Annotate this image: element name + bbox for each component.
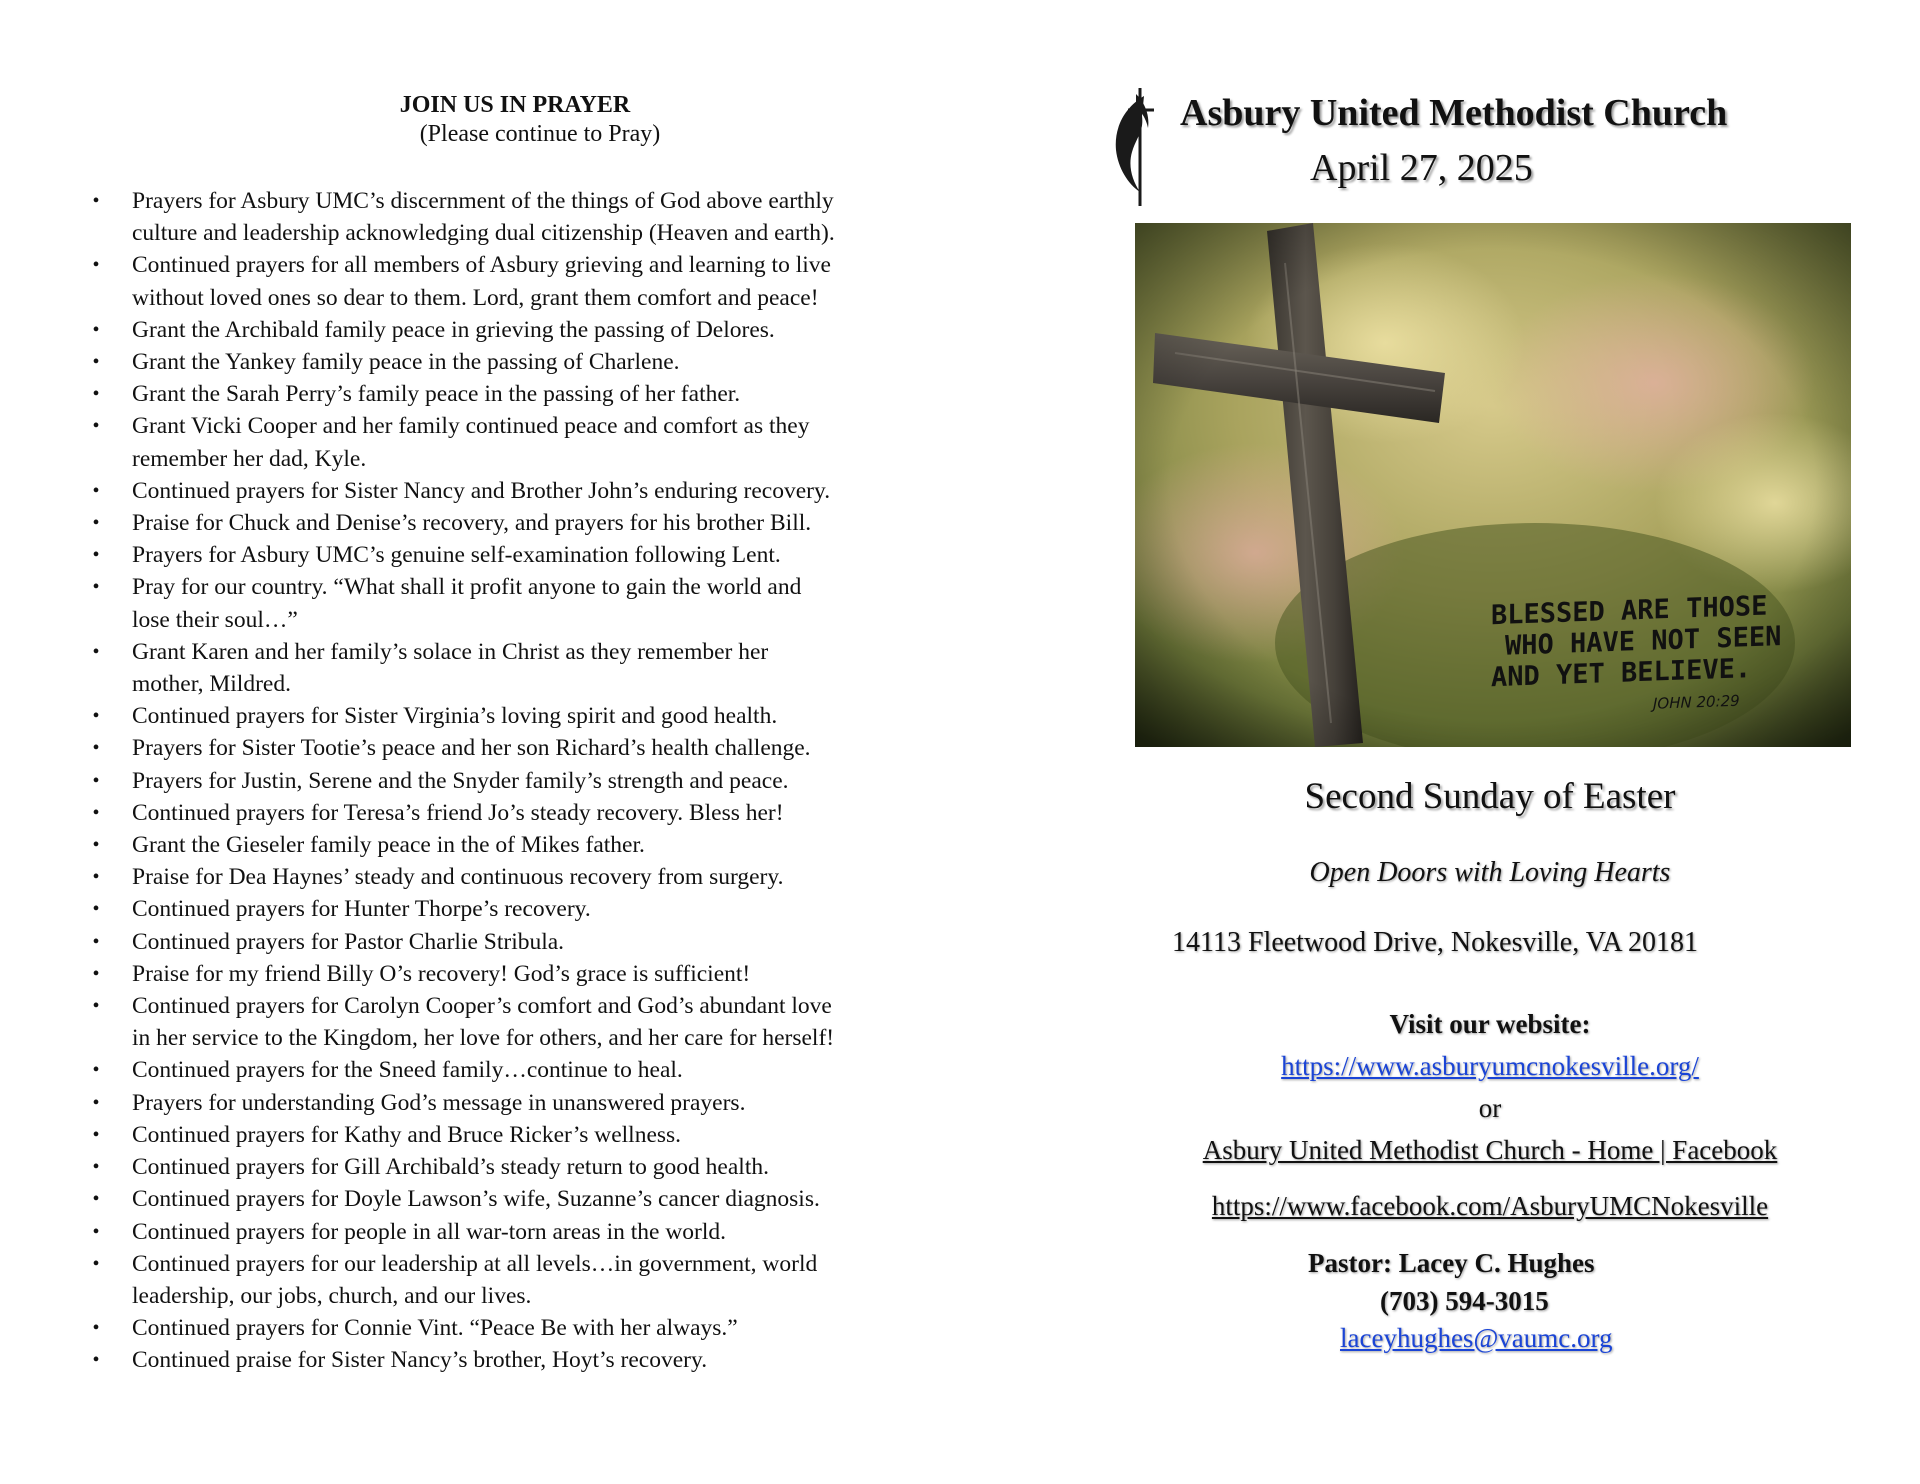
prayer-item-line: Continued prayers for Sister Virginia’s loving spirit and good health. [132, 703, 778, 730]
bullet-icon: • [92, 930, 100, 953]
prayer-item-line: Grant Vicki Cooper and her family continued peace and comfort as they [132, 413, 810, 440]
bullet-icon: • [92, 1252, 100, 1275]
prayer-item [86, 1183, 946, 1215]
photo-verse [1491, 590, 1791, 693]
prayer-item-line: Pray for our country. “What shall it profit anyone to gain the world and [132, 574, 802, 601]
website-line [1130, 1050, 1850, 1082]
prayer-item [86, 893, 946, 925]
prayer-item [86, 861, 946, 893]
prayer-item [86, 249, 946, 313]
facebook-name-link[interactable]: Asbury United Methodist Church - Home | Facebook [1202, 1135, 1778, 1165]
prayer-item-line: without loved ones so dear to them. Lord, grant them comfort and peace! [132, 284, 819, 311]
prayer-item-line: Grant the Yankey family peace in the passing of Charlene. [132, 349, 680, 376]
bullet-icon: • [92, 254, 100, 277]
bullet-icon: • [92, 834, 100, 857]
cross-photo [1135, 223, 1851, 747]
prayer-item [86, 1344, 946, 1376]
prayer-item-line: Prayers for Asbury UMC’s genuine self-examination following Lent. [132, 542, 781, 569]
email-line [1340, 1322, 1660, 1354]
prayer-item-line: mother, Mildred. [132, 671, 291, 698]
prayer-item [86, 346, 946, 378]
bullet-icon: • [92, 1059, 100, 1082]
bullet-icon: • [92, 351, 100, 374]
prayer-item-line: Continued prayers for Connie Vint. “Peace Be with her always.” [132, 1315, 738, 1342]
pastor-name: Pastor: Lacey C. Hughes [1308, 1248, 1595, 1278]
prayer-item [86, 1087, 946, 1119]
bullet-icon: • [92, 318, 100, 341]
cross-and-flame-logo-icon [1110, 88, 1162, 206]
prayer-item [86, 1312, 946, 1344]
prayer-item-line: Prayers for Sister Tootie’s peace and her son Richard’s health challenge. [132, 735, 811, 762]
bullet-icon: • [92, 801, 100, 824]
prayer-item-line: in her service to the Kingdom, her love for others, and her care for herself! [132, 1025, 835, 1052]
prayer-item [86, 314, 946, 346]
season-title: Second Sunday of Easter [1304, 776, 1676, 817]
prayer-item-line: leadership, our jobs, church, and our lives. [132, 1282, 532, 1309]
bullet-icon: • [92, 544, 100, 567]
prayer-list [86, 185, 946, 1377]
bullet-icon: • [92, 1123, 100, 1146]
bullet-icon: • [92, 1156, 100, 1179]
bullet-icon: • [92, 479, 100, 502]
prayer-subtitle: (Please continue to Pray) [419, 121, 661, 147]
prayer-item [86, 1151, 946, 1183]
prayer-item-line: Continued praise for Sister Nancy’s brother, Hoyt’s recovery. [132, 1347, 708, 1374]
bullet-icon: • [92, 769, 100, 792]
prayer-item-line: Grant the Sarah Perry’s family peace in the passing of her father. [132, 381, 741, 408]
prayer-item [86, 410, 946, 474]
prayer-item-line: Continued prayers for Hunter Thorpe’s recovery. [132, 896, 591, 923]
bullet-icon: • [92, 1349, 100, 1372]
prayer-item-line: Praise for Dea Haynes’ steady and continuous recovery from surgery. [132, 864, 784, 891]
prayer-item-line: Continued prayers for the Sneed family…continue to heal. [132, 1057, 683, 1084]
bullet-icon: • [92, 190, 100, 212]
bullet-icon: • [92, 705, 100, 728]
church-address: 14113 Fleetwood Drive, Nokesville, VA 20181 [1172, 927, 1699, 958]
prayer-item [86, 507, 946, 539]
prayer-item-line: Continued prayers for Pastor Charlie Stribula. [132, 928, 565, 955]
bullet-icon: • [92, 383, 100, 406]
prayer-title: JOIN US IN PRAYER [399, 92, 631, 118]
prayer-item-line: Continued prayers for Doyle Lawson’s wife, Suzanne’s cancer diagnosis. [132, 1186, 820, 1213]
prayer-item-line: lose their soul…” [132, 606, 298, 633]
prayer-item [86, 732, 946, 764]
email-link[interactable]: laceyhughes@vaumc.org [1340, 1323, 1613, 1353]
prayer-item [86, 636, 946, 700]
bullet-icon: • [92, 737, 100, 760]
bullet-icon: • [92, 962, 100, 985]
prayer-item [86, 829, 946, 861]
prayer-item [86, 700, 946, 732]
prayer-item-line: Praise for my friend Billy O’s recovery! God’s grace is sufficient! [132, 960, 751, 987]
church-name: Asbury United Methodist Church [1180, 92, 1728, 134]
bullet-icon: • [92, 415, 100, 438]
prayer-item [86, 1119, 946, 1151]
bullet-icon: • [92, 898, 100, 921]
prayer-item [86, 926, 946, 958]
prayer-item-line: remember her dad, Kyle. [132, 445, 367, 472]
prayer-item-line: Praise for Chuck and Denise’s recovery, and prayers for his brother Bill. [132, 510, 812, 537]
bullet-icon: • [92, 866, 100, 889]
bullet-icon: • [92, 640, 100, 663]
prayer-item [86, 765, 946, 797]
prayer-item [86, 958, 946, 990]
prayer-item-line: Prayers for Asbury UMC’s discernment of the things of God above earthly [132, 188, 834, 214]
prayer-item-line: culture and leadership acknowledging dual citizenship (Heaven and earth). [132, 220, 835, 247]
verse-reference: JOHN 20:29 [1653, 691, 1740, 713]
prayer-item-line: Continued prayers for Gill Archibald’s steady return to good health. [132, 1154, 769, 1181]
prayer-item-line: Prayers for Justin, Serene and the Snyder family’s strength and peace. [132, 767, 789, 794]
prayer-item-line: Grant the Gieseler family peace in the of Mikes father. [132, 832, 645, 859]
or-text: or [1478, 1093, 1502, 1123]
prayer-item-line: Continued prayers for people in all war-torn areas in the world. [132, 1218, 727, 1245]
visit-label: Visit our website: [1389, 1009, 1591, 1039]
prayer-item [86, 797, 946, 829]
prayer-item-line: Grant the Archibald family peace in grieving the passing of Delores. [132, 316, 775, 343]
verse-line: AND YET BELIEVE. [1491, 653, 1752, 694]
bullet-icon: • [92, 512, 100, 535]
prayer-item [86, 1054, 946, 1086]
verse-line: BLESSED ARE THOSE [1491, 590, 1768, 632]
prayer-item [86, 571, 946, 635]
church-motto: Open Doors with Loving Hearts [1309, 857, 1671, 888]
facebook-url-link[interactable]: https://www.facebook.com/AsburyUMCNokesville [1211, 1191, 1769, 1221]
bullet-icon: • [92, 1091, 100, 1114]
prayer-item-line: Prayers for understanding God’s message in unanswered prayers. [132, 1089, 746, 1116]
prayer-item-line: Continued prayers for all members of Asbury grieving and learning to live [132, 252, 831, 279]
service-date: April 27, 2025 [1310, 147, 1533, 189]
verse-line: WHO HAVE NOT SEEN [1505, 621, 1782, 662]
prayer-item-line: Continued prayers for Carolyn Cooper’s comfort and God’s abundant love [132, 993, 832, 1020]
prayer-item [86, 990, 946, 1054]
prayer-item-line: Continued prayers for our leadership at all levels…in government, world [132, 1250, 818, 1277]
bullet-icon: • [92, 1188, 100, 1211]
prayer-item [86, 539, 946, 571]
prayer-item [86, 475, 946, 507]
prayer-item [86, 185, 946, 249]
prayer-item-line: Continued prayers for Teresa’s friend Jo’s steady recovery. Bless her! [132, 799, 784, 826]
prayer-item [86, 1216, 946, 1248]
bullet-icon: • [92, 995, 100, 1018]
prayer-item-line: Continued prayers for Kathy and Bruce Ricker’s wellness. [132, 1121, 682, 1148]
prayer-item-line: Continued prayers for Sister Nancy and Brother John’s enduring recovery. [132, 477, 831, 504]
prayer-item [86, 378, 946, 410]
prayer-item-line: Grant Karen and her family’s solace in Christ as they remember her [132, 638, 769, 665]
website-link[interactable]: https://www.asburyumcnokesville.org/ [1281, 1051, 1699, 1081]
bullet-icon: • [92, 576, 100, 599]
prayer-item [86, 1248, 946, 1312]
bullet-icon: • [92, 1220, 100, 1243]
bullet-icon: • [92, 1317, 100, 1340]
pastor-phone: (703) 594-3015 [1380, 1286, 1549, 1316]
